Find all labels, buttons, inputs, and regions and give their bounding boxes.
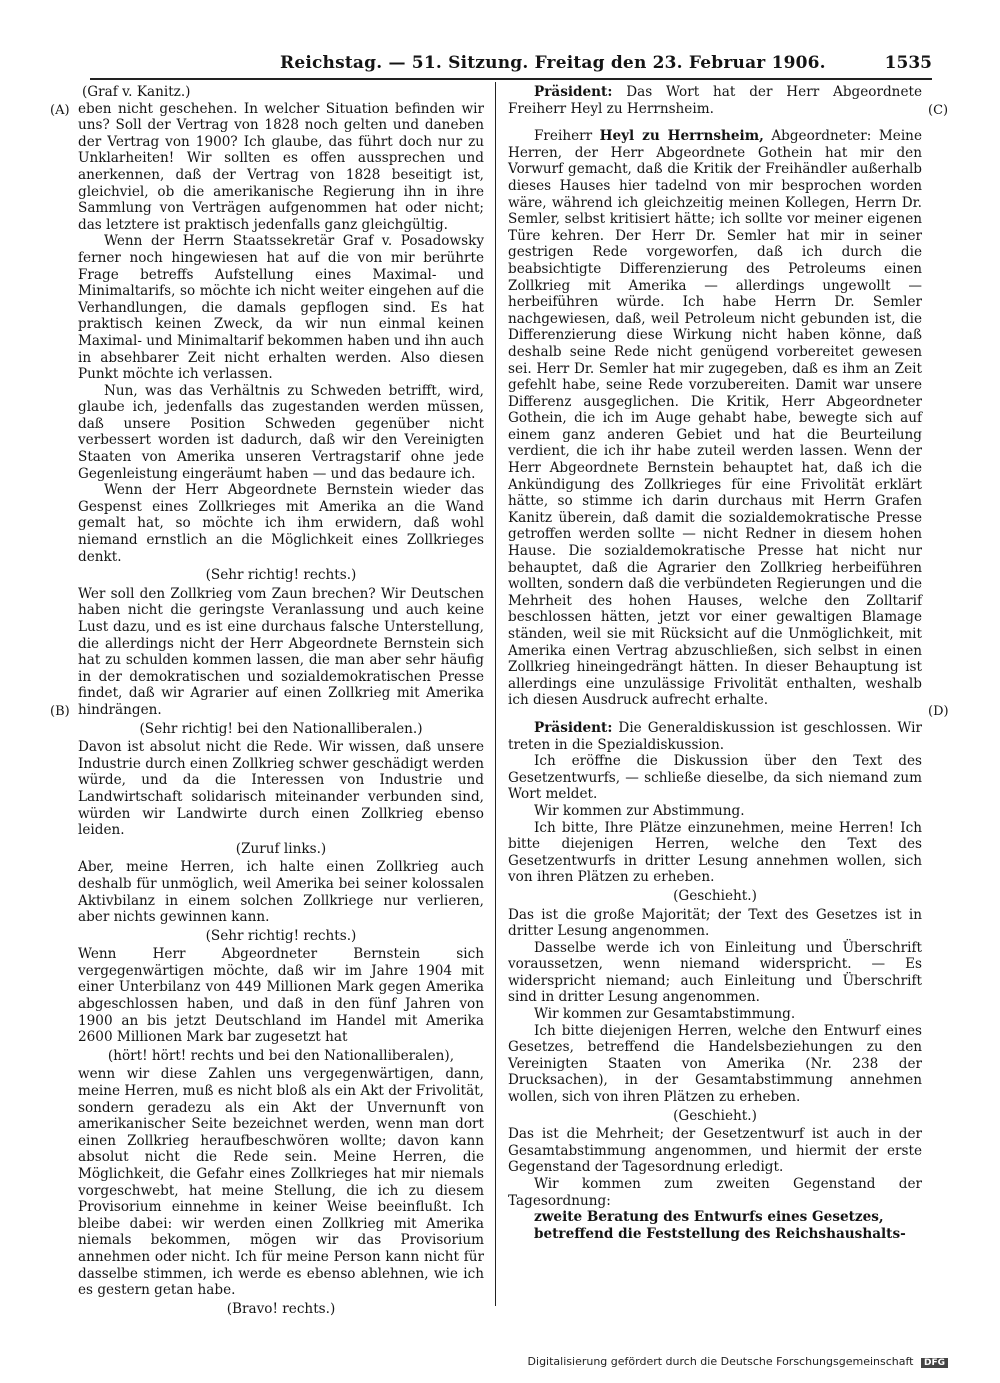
column-divider bbox=[495, 82, 496, 1306]
interjection: (Sehr richtig! rechts.) bbox=[205, 927, 357, 944]
president-statement bbox=[508, 84, 922, 117]
footer-credit: Digitalisierung gefördert durch die Deutsche Forschungsgemeinschaft bbox=[527, 1355, 914, 1368]
paragraph: Davon ist absolut nicht die Rede. Wir wissen, daß unsere Industrie durch einen Zollkrieg schwer geschädigt werden würde, und da die Interessen von Industrie und Landwirtschaft solidarisch miteinander verbunden sind, würden wir Landwirte durch einen Zollkrieg ebenso leiden. bbox=[78, 739, 484, 839]
speech-text: Abgeordneter: Meine Herren, der Herr Abgeordnete Gothein hat mir den Vorwurf gemacht, daß die Kritik der Freihändler außerhalb dieses Hauses hier tadelnd von mir besprochen worden wäre, während ich gleichzeitig meinen Kollegen, Herrn Dr. Semler, selbst kritisiert hätte; ich sollte vor meiner eigenen Türe kehren. Der Herr Dr. Semler hat mir in seiner gestrigen Rede vorgeworfen, daß ich durch die beabsichtigte Differenzierung des Petroleums einen Zollkrieg mit Amerika — allerdings ungewollt — herbeiführen würde. Ich habe Herrn Dr. Semler nachgewiesen, daß, weil Petroleum nicht gebunden ist, die Differenzierung diese Wirkung nicht haben könne, daß deshalb seine Rede nicht genügend vorbereitet gewesen sei. Herr Dr. Semler hat mir zugegeben, daß es ihm an Zeit gefehlt habe, seine Rede vorzubereiten. Damit war unsere Differenz ausgeglichen. Die Kritik, Herr Abgeordneter Gothein, die ich im Auge gehabt habe, bewegte sich auf einem ganz anderen Gebiet und hat die Beurteilung verdient, die ich ihr habe zuteil werden lassen. Wenn der Herr Abgeordnete Bernstein behauptet hat, daß ich die Ankündigung des Zollkrieges für eine Frivolität erklärt hätte, so stimme ich darin durchaus mit Herrn Grafen Kanitz überein, daß damit die sozialdemokratische Presse getroffen werden sollte — nicht Redner in diesem hohen Hause. Die sozialdemokratische Presse hat nicht nur behauptet, daß die Agrarier den Zollkrieg herbeiführen wollten, sondern daß die verbündeten Regierungen und die Mehrheit des hohen Hauses, welche den Zolltarif beschlossen hätten, jetzt vor einer gewaltigen Blamage ständen, weil sie mit Rücksicht auf die Unmöglichkeit, mit Amerika einen Vertrag abzuschließen, sich selbst in einen Zollkrieg hineingedrängt hätten. In dieser Behauptung ist allerdings eine unzulässige Frivolität enthalten, weshalb ich diesen Ausdruck aufrecht erhalte. bbox=[508, 128, 922, 709]
speaker-label: Präsident: bbox=[534, 84, 613, 100]
paragraph: Wir kommen zur Abstimmung. bbox=[534, 802, 745, 819]
statement-text: Das Wort hat der Herr Abgeordnete Freiherr Heyl zu Herrnsheim. bbox=[508, 84, 922, 117]
interjection: (Bravo! rechts.) bbox=[226, 1300, 336, 1317]
interjection: (Geschieht.) bbox=[673, 887, 757, 904]
page-header bbox=[90, 50, 932, 80]
paragraph: Dasselbe werde ich von Einleitung und Überschrift voraussetzen, wenn niemand widerspricht. — Es widerspricht niemand; auch Einleitung und Überschrift sind in dritter Lesung angenommen. bbox=[508, 939, 922, 1006]
margin-mark-d: (D) bbox=[928, 704, 949, 719]
paragraph: Aber, meine Herren, ich halte einen Zollkrieg auch deshalb für unmöglich, weil Amerika bei seiner kolossalen Aktivbilanz in einem solchen Zollkriege nur verlieren, aber nichts gewinnen kann. bbox=[78, 859, 484, 926]
margin-mark-a: (A) bbox=[50, 103, 70, 118]
margin-mark-c: (C) bbox=[928, 103, 949, 118]
speech bbox=[508, 128, 922, 709]
agenda-heading: zweite Beratung des Entwurfs eines Gesetzes, betreffend die Feststellung des Reichshaushalts- bbox=[534, 1209, 906, 1242]
speaker-prefix: Freiherr bbox=[534, 128, 593, 145]
paragraph: eben nicht geschehen. In welcher Situation befinden wir uns? Soll der Vertrag von 1828 noch gelten und daneben der Vertrag von 1900? Ich glaube, das führt doch nur zu Unklarheiten! Wir sollten es offen aussprechen und anerkennen, daß der Vertrag von 1828 beseitigt ist, gleichviel, ob die amerikanische Regierung ihn in ihre Sammlung von Verträgen aufgenommen hat oder nicht; das letztere ist praktisch jedenfalls ganz gleichgültig. bbox=[78, 100, 484, 233]
footer bbox=[528, 1355, 948, 1368]
speaker-label: Präsident: bbox=[534, 719, 613, 736]
running-title: Reichstag. — 51. Sitzung. Freitag den 23. Februar 1906. bbox=[280, 53, 826, 73]
margin-mark-b: (B) bbox=[50, 704, 70, 719]
paragraph: Wir kommen zur Gesamtabstimmung. bbox=[534, 1006, 796, 1023]
paragraph: Wenn Herr Abgeordneter Bernstein sich vergegenwärtigen möchte, daß wir im Jahre 1904 mit einer Unterbilanz von 449 Millionen Mark gegen Amerika abgeschlossen haben, und daß in den fünf Jahren von 1900 an bis jetzt Deutschland im Handel mit Amerika 2600 Millionen Mark bar zugesetzt hat bbox=[78, 946, 484, 1046]
interjection: (Geschieht.) bbox=[673, 1107, 757, 1124]
paragraph: Wir kommen zum zweiten Gegenstand der Tagesordnung: bbox=[508, 1176, 922, 1209]
page-number: 1535 bbox=[884, 53, 932, 73]
interjection: (hört! hört! rechts und bei den Nationalliberalen), bbox=[107, 1047, 455, 1064]
paragraph: Das ist die Mehrheit; der Gesetzentwurf ist auch in der Gesamtabstimmung angenommen, und hiermit der erste Gegenstand der Tagesordnung erledigt. bbox=[508, 1126, 922, 1176]
paragraph: wenn wir diese Zahlen uns vergegenwärtigen, dann, meine Herren, muß es nicht bloß als ein Akt der Frivolität, sondern geradezu als ein Akt der Unvernunft von amerikanischer Seite bezeichnet werden, wenn man dort einen Zollkrieg heraufbeschwören wollte; davon kann absolut nicht die Rede sein. Meine Herren, die Möglichkeit, die Gefahr eines Zollkrieges hat mir niemals vorgeschwebt, hat meine Stellung, die ich zu diesem Provisorium einnehme in keiner Weise beeinflußt. Ich bleibe dabei: wir werden einen Zollkrieg mit Amerika niemals bekommen, mögen wir das Provisorium annehmen oder nicht. Ich für meine Person kann nicht für dasselbe stimmen, ich werde es ebenso ablehnen, wie ich es gestern getan habe. bbox=[78, 1066, 484, 1299]
paragraph: Das ist die große Majorität; der Text des Gesetzes ist in dritter Lesung angenommen. bbox=[508, 906, 922, 940]
dfg-logo: DFG bbox=[921, 1358, 948, 1368]
speaker-name: Heyl zu Herrnsheim, bbox=[599, 128, 764, 145]
paragraph: Wenn der Herr Abgeordnete Bernstein wieder das Gespenst eines Zollkrieges mit Amerika an die Wand gemalt hat, so möchte ich ihm erwidern, daß wohl niemand ernstlich an die Möglichkeit eines Zollkrieges denkt. bbox=[78, 482, 484, 565]
paragraph: Wenn der Herrn Staatssekretär Graf v. Posadowsky ferner noch hingewiesen hat auf die von mir berührte Frage betreffs Aufstellung eines Maximal- und Minimaltarifs, so möchte ich nicht weiter eingehen auf die Verhandlungen, die damals gepflogen sind. Es hat praktisch keinen Zweck, da wir nun einmal keinen Maximal- und Minimaltarif bekommen haben und ihn auch in absehbarer Zeit nicht erhalten werden. Also diesen Punkt möchte ich verlassen. bbox=[78, 233, 484, 383]
paragraph: Ich bitte diejenigen Herren, welche den Entwurf eines Gesetzes, betreffend die Handelsbeziehungen zu den Vereinigten Staaten von Amerika (Nr. 238 der Drucksachen), in der Gesamtabstimmung annehmen wollen, sich von ihren Plätzen zu erheben. bbox=[508, 1022, 922, 1106]
paragraph: Ich bitte, Ihre Plätze einzunehmen, meine Herren! Ich bitte diejenigen Herren, welche den Text des Gesetzentwurfs in dritter Lesung annehmen wollen, sich von ihren Plätzen zu erheben. bbox=[508, 819, 922, 886]
paragraph: Wer soll den Zollkrieg vom Zaun brechen? Wir Deutschen haben nicht die geringste Veranlassung und auch keine Lust dazu, und es ist eine durchaus falsche Unterstellung, die allerdings nicht der Herr Abgeordnete Bernstein sich hat zu schulden kommen lassen, die man aber sehr häufig in der demokratischen und sozialdemokratischen Presse findet, daß wir Agrarier auf einen Zollkrieg mit Amerika hindrängen. bbox=[78, 585, 484, 718]
interjection: (Sehr richtig! bei den Nationalliberalen.) bbox=[139, 720, 423, 737]
right-column bbox=[508, 84, 922, 1242]
left-column bbox=[78, 84, 484, 1319]
interjection: (Zuruf links.) bbox=[235, 840, 327, 857]
paragraph: Nun, was das Verhältnis zu Schweden betrifft, wird, glaube ich, jedenfalls das zugestanden werden müssen, daß unsere Position Schweden gegenüber nicht verbessert worden ist dadurch, daß wir den Vereinigten Staaten von Amerika unseren Vertragstarif ohne jede Gegenleistung eingeräumt haben — und das bedaure ich. bbox=[78, 382, 484, 482]
interjection: (Sehr richtig! rechts.) bbox=[205, 567, 357, 584]
header-rule bbox=[90, 78, 932, 80]
statement-text: Die Generaldiskussion ist geschlossen. Wir treten in die Spezialdiskussion. bbox=[508, 719, 922, 753]
president-statement bbox=[508, 720, 922, 753]
speaker-continuation: (Graf v. Kanitz.) bbox=[82, 84, 191, 100]
paragraph: Ich eröffne die Diskussion über den Text des Gesetzentwurfs, — schließe dieselbe, da sich niemand zum Wort meldet. bbox=[508, 753, 922, 803]
